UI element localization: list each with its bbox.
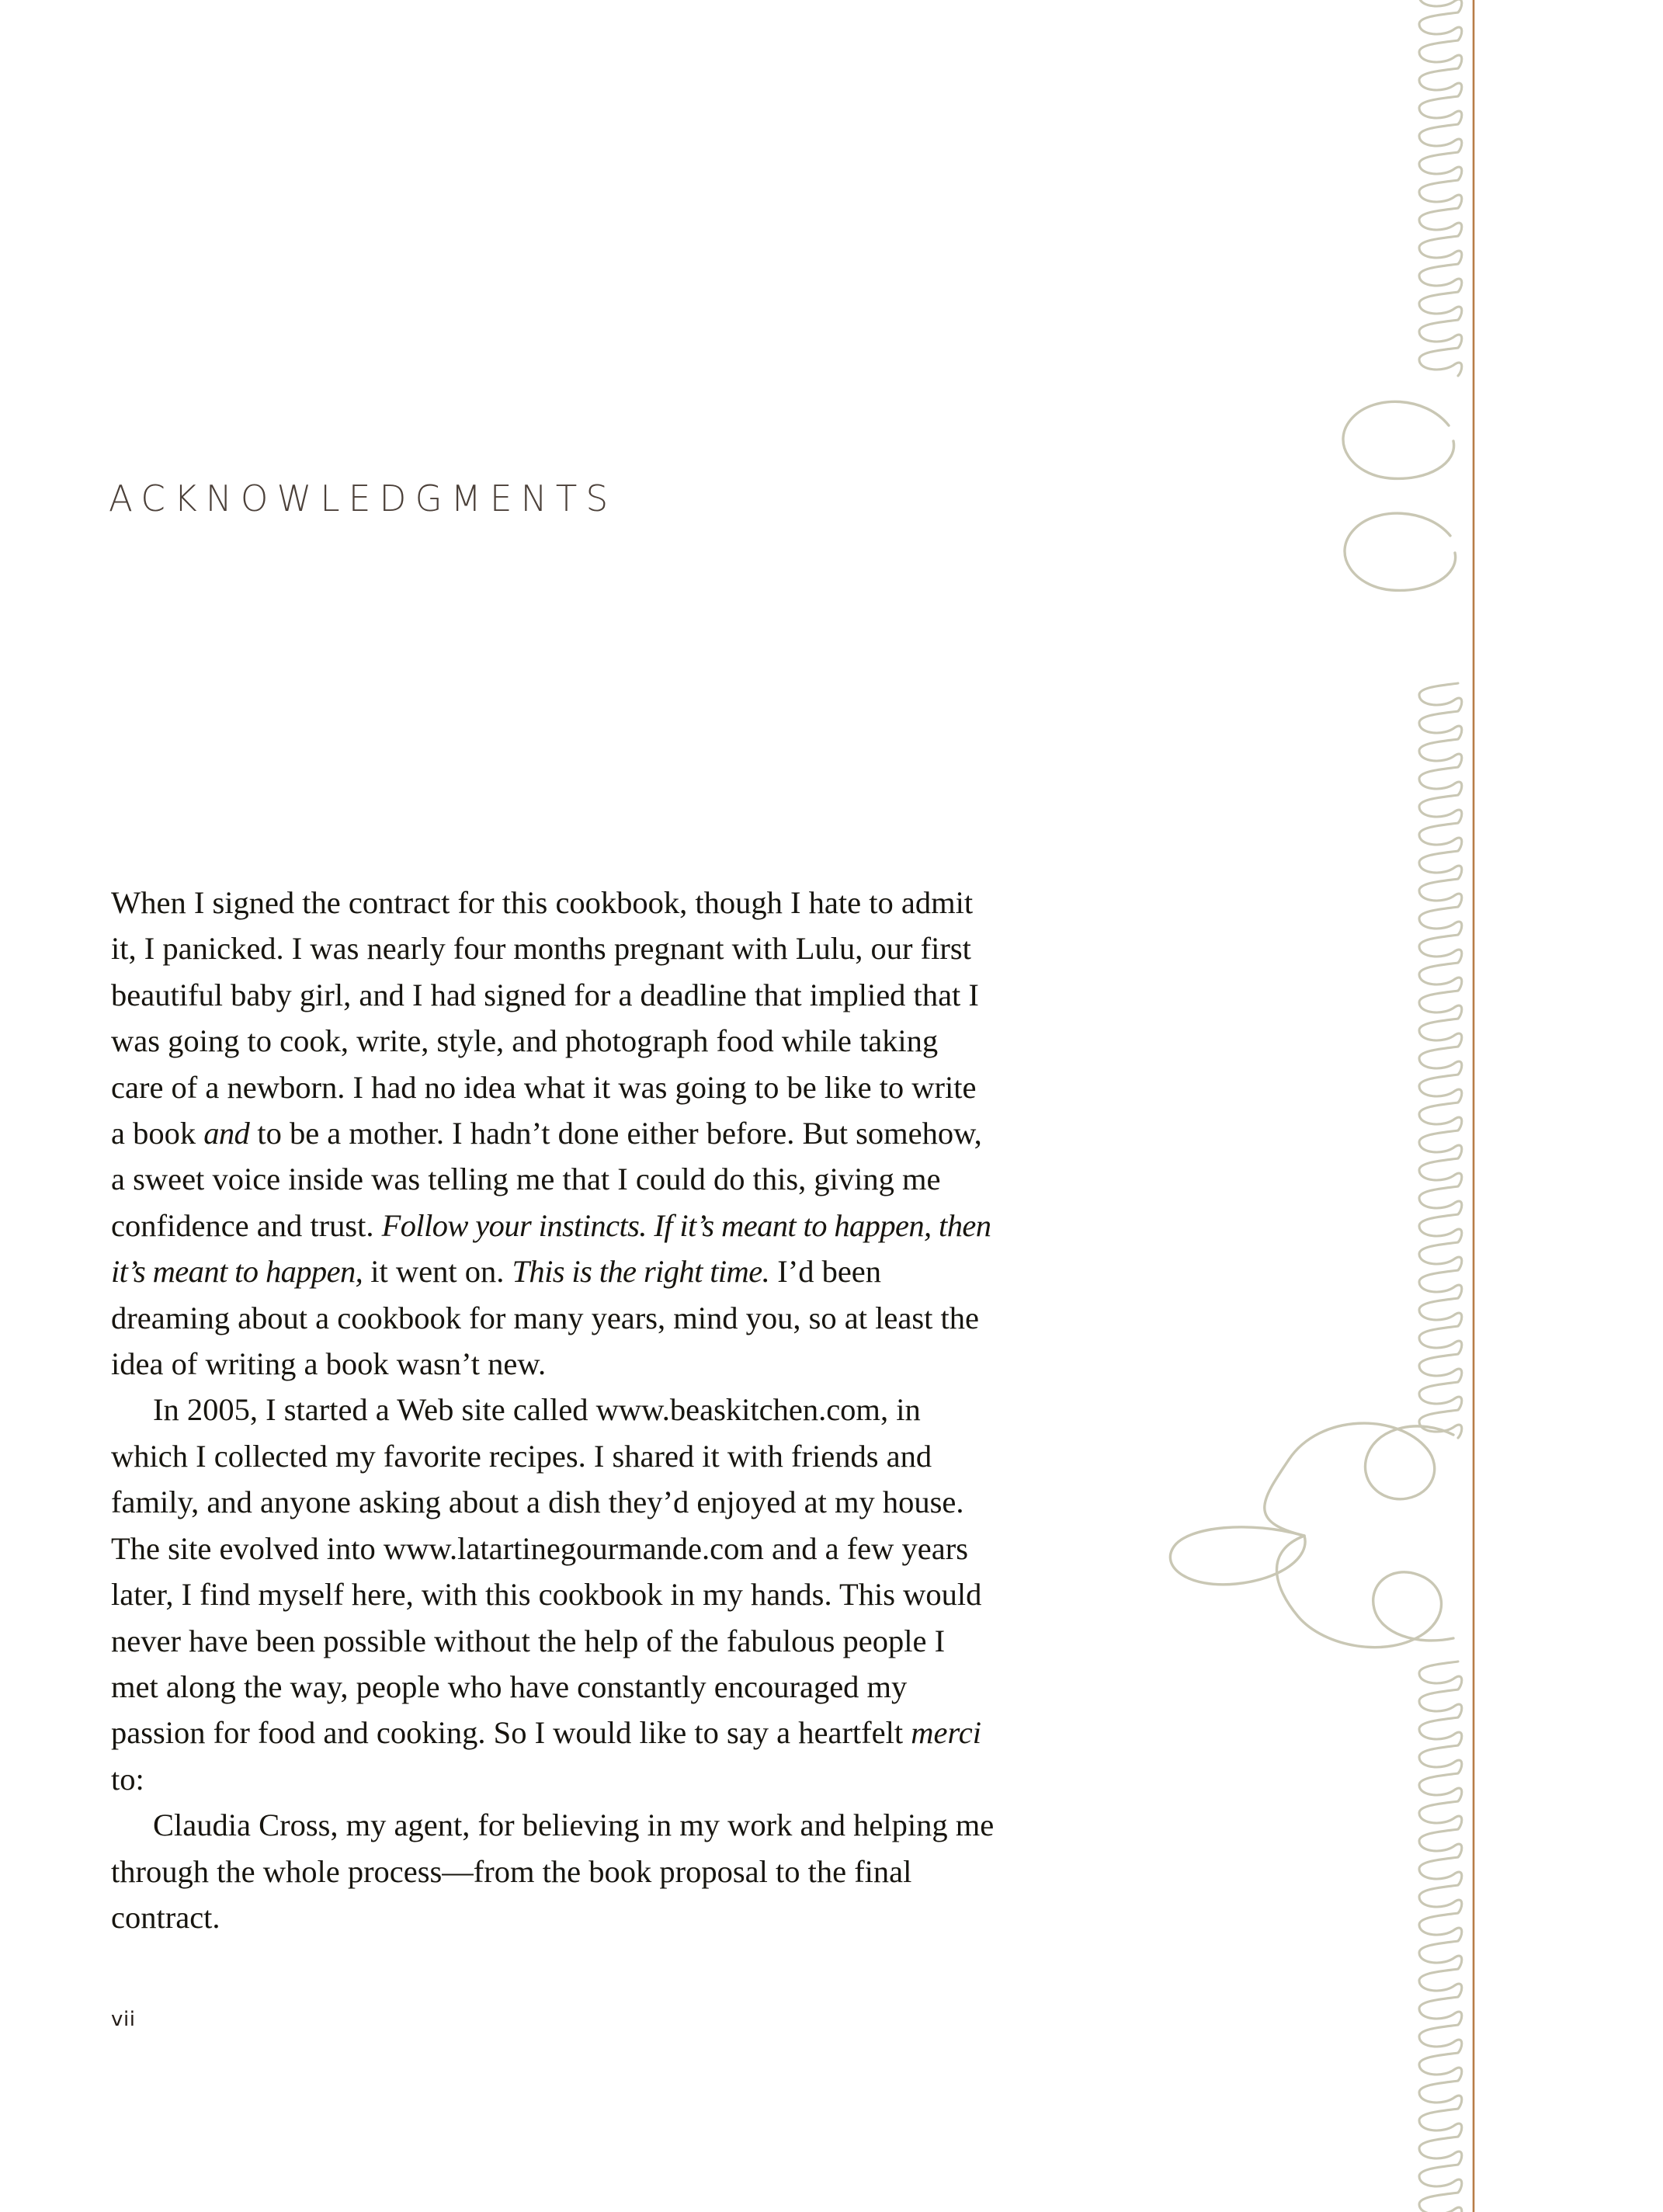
p1-italic-this-is-the-right-time: This is the right time. (512, 1254, 770, 1290)
p1-run-7: I’d been dreaming about a cookbook for many years, mind you, so at least the idea of writing a book wasn’t new. (111, 1254, 979, 1382)
p2-run-1: In 2005, I started a Web site called www.beaskitchen.com, in which I collected my favorite recipes. I shared it with friends and family, and anyone asking about a dish they’d enjoyed at my house. The site evolved into www.latartinegourmande.com and a few years later, I find myself here, with this cookbook in my hands. This would never have been possible without the help of the fabulous people I met along the way, people who have constantly encouraged my passion for food and cooking. So I would like to say a heartfelt (111, 1392, 982, 1751)
p1-run-5: it went on. (363, 1254, 512, 1290)
paragraph-1 (111, 880, 995, 1387)
p3-run-1: Claudia Cross, my agent, for believing in my work and helping me through the whole process—from the book proposal to the final contract. (111, 1807, 995, 1935)
page-title: ACKNOWLEDGMENTS (109, 477, 617, 519)
large-flourish-icon (1170, 401, 1455, 1647)
paragraph-3 (111, 1802, 995, 1940)
p2-italic-merci: merci (911, 1715, 981, 1751)
p1-italic-follow-your-instincts: Follow your instincts. If it’s meant to happen, then it’s meant to happen, (111, 1207, 991, 1290)
p1-italic-and: and (203, 1116, 250, 1151)
body-text (111, 880, 995, 1940)
page-number: vii (111, 2008, 136, 2031)
paragraph-2 (111, 1387, 995, 1802)
cursive-loop-chain-icon (1419, 0, 1462, 2212)
p1-run-1: When I signed the contract for this cookbook, though I hate to admit it, I panicked. I was nearly four months pregnant with Lulu, our first beautiful baby girl, and I had signed for a deadline that implied that I was going to cook, write, style, and photograph food while taking care of a newborn. I had no idea what it was going to be like to write a book (111, 885, 979, 1151)
p2-run-3: to: (111, 1761, 144, 1797)
p1-run-3: to be a mother. I hadn’t done either before. But somehow, a sweet voice inside was telling me that I could do this, giving me confidence and trust. (111, 1116, 982, 1243)
